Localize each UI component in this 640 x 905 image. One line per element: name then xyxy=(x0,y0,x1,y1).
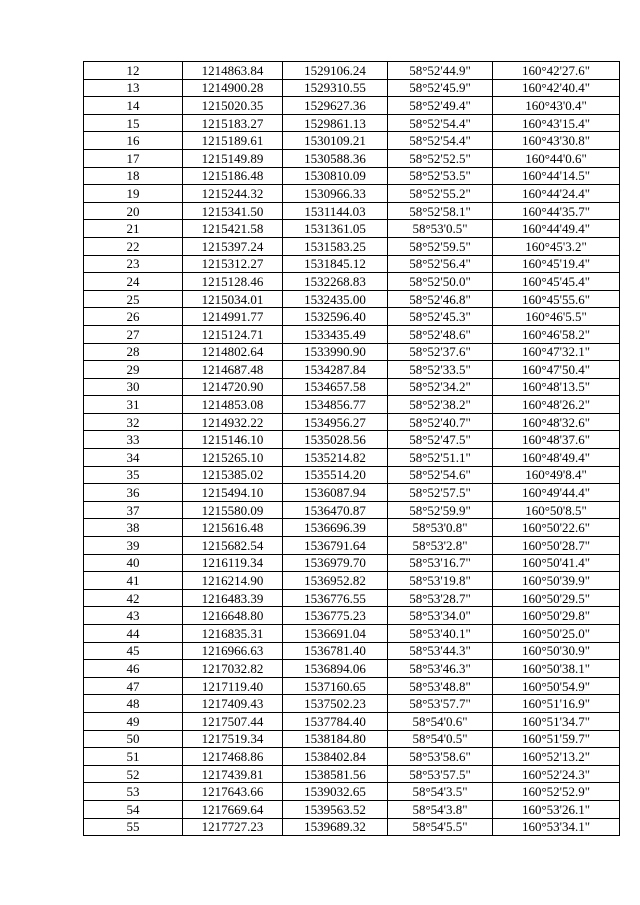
point-number-cell: 18 xyxy=(84,167,183,185)
y-coordinate-cell: 1539563.52 xyxy=(283,800,388,818)
y-coordinate-cell: 1538402.84 xyxy=(283,748,388,766)
latitude-cell: 58°52'51.1" xyxy=(388,449,493,467)
y-coordinate-cell: 1539689.32 xyxy=(283,818,388,836)
latitude-cell: 58°52'45.9" xyxy=(388,79,493,97)
table-row xyxy=(84,132,620,150)
point-number-cell: 52 xyxy=(84,765,183,783)
longitude-cell: 160°51'16.9" xyxy=(493,695,620,713)
point-number-cell: 17 xyxy=(84,149,183,167)
x-coordinate-cell: 1215244.32 xyxy=(183,185,283,203)
x-coordinate-cell: 1214932.22 xyxy=(183,413,283,431)
point-number-cell: 26 xyxy=(84,308,183,326)
x-coordinate-cell: 1214900.28 xyxy=(183,79,283,97)
longitude-cell: 160°51'59.7" xyxy=(493,730,620,748)
x-coordinate-cell: 1215128.46 xyxy=(183,273,283,291)
point-number-cell: 15 xyxy=(84,114,183,132)
table-row xyxy=(84,167,620,185)
x-coordinate-cell: 1215183.27 xyxy=(183,114,283,132)
longitude-cell: 160°49'8.4" xyxy=(493,466,620,484)
x-coordinate-cell: 1215494.10 xyxy=(183,484,283,502)
longitude-cell: 160°50'29.5" xyxy=(493,589,620,607)
table-row xyxy=(84,800,620,818)
point-number-cell: 43 xyxy=(84,607,183,625)
x-coordinate-cell: 1215146.10 xyxy=(183,431,283,449)
x-coordinate-cell: 1217468.86 xyxy=(183,748,283,766)
x-coordinate-cell: 1217507.44 xyxy=(183,712,283,730)
y-coordinate-cell: 1530109.21 xyxy=(283,132,388,150)
point-number-cell: 13 xyxy=(84,79,183,97)
longitude-cell: 160°43'0.4" xyxy=(493,97,620,115)
x-coordinate-cell: 1215616.48 xyxy=(183,519,283,537)
latitude-cell: 58°52'40.7" xyxy=(388,413,493,431)
point-number-cell: 48 xyxy=(84,695,183,713)
point-number-cell: 53 xyxy=(84,783,183,801)
point-number-cell: 16 xyxy=(84,132,183,150)
point-number-cell: 50 xyxy=(84,730,183,748)
point-number-cell: 22 xyxy=(84,237,183,255)
table-row xyxy=(84,114,620,132)
x-coordinate-cell: 1217643.66 xyxy=(183,783,283,801)
y-coordinate-cell: 1537160.65 xyxy=(283,677,388,695)
point-number-cell: 47 xyxy=(84,677,183,695)
longitude-cell: 160°50'38.1" xyxy=(493,660,620,678)
y-coordinate-cell: 1532435.00 xyxy=(283,290,388,308)
point-number-cell: 49 xyxy=(84,712,183,730)
x-coordinate-cell: 1214802.64 xyxy=(183,343,283,361)
x-coordinate-cell: 1214687.48 xyxy=(183,361,283,379)
point-number-cell: 37 xyxy=(84,501,183,519)
longitude-cell: 160°45'19.4" xyxy=(493,255,620,273)
y-coordinate-cell: 1539032.65 xyxy=(283,783,388,801)
point-number-cell: 28 xyxy=(84,343,183,361)
latitude-cell: 58°52'54.6" xyxy=(388,466,493,484)
latitude-cell: 58°53'0.8" xyxy=(388,519,493,537)
y-coordinate-cell: 1536979.70 xyxy=(283,554,388,572)
longitude-cell: 160°50'39.9" xyxy=(493,572,620,590)
y-coordinate-cell: 1536791.64 xyxy=(283,537,388,555)
x-coordinate-cell: 1216966.63 xyxy=(183,642,283,660)
point-number-cell: 40 xyxy=(84,554,183,572)
table-row xyxy=(84,501,620,519)
table-row xyxy=(84,220,620,238)
table-row xyxy=(84,202,620,220)
latitude-cell: 58°53'48.8" xyxy=(388,677,493,695)
point-number-cell: 29 xyxy=(84,361,183,379)
x-coordinate-cell: 1215682.54 xyxy=(183,537,283,555)
latitude-cell: 58°52'59.5" xyxy=(388,237,493,255)
point-number-cell: 34 xyxy=(84,449,183,467)
table-row xyxy=(84,484,620,502)
table-row xyxy=(84,519,620,537)
longitude-cell: 160°50'8.5" xyxy=(493,501,620,519)
latitude-cell: 58°54'3.8" xyxy=(388,800,493,818)
y-coordinate-cell: 1536696.39 xyxy=(283,519,388,537)
latitude-cell: 58°52'47.5" xyxy=(388,431,493,449)
y-coordinate-cell: 1536894.06 xyxy=(283,660,388,678)
longitude-cell: 160°45'55.6" xyxy=(493,290,620,308)
table-row xyxy=(84,660,620,678)
latitude-cell: 58°52'46.8" xyxy=(388,290,493,308)
point-number-cell: 31 xyxy=(84,396,183,414)
point-number-cell: 55 xyxy=(84,818,183,836)
latitude-cell: 58°53'46.3" xyxy=(388,660,493,678)
x-coordinate-cell: 1215149.89 xyxy=(183,149,283,167)
x-coordinate-cell: 1217669.64 xyxy=(183,800,283,818)
y-coordinate-cell: 1529627.36 xyxy=(283,97,388,115)
x-coordinate-cell: 1215341.50 xyxy=(183,202,283,220)
y-coordinate-cell: 1534657.58 xyxy=(283,378,388,396)
x-coordinate-cell: 1217119.40 xyxy=(183,677,283,695)
longitude-cell: 160°42'40.4" xyxy=(493,79,620,97)
y-coordinate-cell: 1536691.04 xyxy=(283,625,388,643)
longitude-cell: 160°48'32.6" xyxy=(493,413,620,431)
latitude-cell: 58°53'40.1" xyxy=(388,625,493,643)
y-coordinate-cell: 1537784.40 xyxy=(283,712,388,730)
latitude-cell: 58°52'54.4" xyxy=(388,114,493,132)
latitude-cell: 58°52'50.0" xyxy=(388,273,493,291)
table-row xyxy=(84,273,620,291)
longitude-cell: 160°53'34.1" xyxy=(493,818,620,836)
y-coordinate-cell: 1535028.56 xyxy=(283,431,388,449)
table-row xyxy=(84,325,620,343)
table-row xyxy=(84,396,620,414)
x-coordinate-cell: 1217439.81 xyxy=(183,765,283,783)
point-number-cell: 20 xyxy=(84,202,183,220)
longitude-cell: 160°50'28.7" xyxy=(493,537,620,555)
x-coordinate-cell: 1216119.34 xyxy=(183,554,283,572)
longitude-cell: 160°49'44.4" xyxy=(493,484,620,502)
table-row xyxy=(84,730,620,748)
longitude-cell: 160°47'50.4" xyxy=(493,361,620,379)
x-coordinate-cell: 1215385.02 xyxy=(183,466,283,484)
table-row xyxy=(84,607,620,625)
longitude-cell: 160°44'0.6" xyxy=(493,149,620,167)
x-coordinate-cell: 1217519.34 xyxy=(183,730,283,748)
latitude-cell: 58°52'34.2" xyxy=(388,378,493,396)
point-number-cell: 14 xyxy=(84,97,183,115)
latitude-cell: 58°53'19.8" xyxy=(388,572,493,590)
y-coordinate-cell: 1530588.36 xyxy=(283,149,388,167)
table-row xyxy=(84,466,620,484)
table-row xyxy=(84,308,620,326)
point-number-cell: 27 xyxy=(84,325,183,343)
longitude-cell: 160°52'52.9" xyxy=(493,783,620,801)
latitude-cell: 58°54'5.5" xyxy=(388,818,493,836)
y-coordinate-cell: 1534956.27 xyxy=(283,413,388,431)
x-coordinate-cell: 1214863.84 xyxy=(183,62,283,80)
y-coordinate-cell: 1538184.80 xyxy=(283,730,388,748)
table-row xyxy=(84,554,620,572)
x-coordinate-cell: 1216648.80 xyxy=(183,607,283,625)
point-number-cell: 36 xyxy=(84,484,183,502)
x-coordinate-cell: 1215186.48 xyxy=(183,167,283,185)
point-number-cell: 23 xyxy=(84,255,183,273)
longitude-cell: 160°50'54.9" xyxy=(493,677,620,695)
latitude-cell: 58°53'58.6" xyxy=(388,748,493,766)
x-coordinate-cell: 1217727.23 xyxy=(183,818,283,836)
latitude-cell: 58°52'33.5" xyxy=(388,361,493,379)
latitude-cell: 58°52'59.9" xyxy=(388,501,493,519)
longitude-cell: 160°50'29.8" xyxy=(493,607,620,625)
table-row xyxy=(84,712,620,730)
table-row xyxy=(84,748,620,766)
y-coordinate-cell: 1529310.55 xyxy=(283,79,388,97)
latitude-cell: 58°53'57.5" xyxy=(388,765,493,783)
y-coordinate-cell: 1536470.87 xyxy=(283,501,388,519)
latitude-cell: 58°54'3.5" xyxy=(388,783,493,801)
latitude-cell: 58°52'56.4" xyxy=(388,255,493,273)
x-coordinate-cell: 1215421.58 xyxy=(183,220,283,238)
latitude-cell: 58°52'58.1" xyxy=(388,202,493,220)
table-row xyxy=(84,62,620,80)
longitude-cell: 160°46'58.2" xyxy=(493,325,620,343)
y-coordinate-cell: 1529106.24 xyxy=(283,62,388,80)
y-coordinate-cell: 1531583.25 xyxy=(283,237,388,255)
point-number-cell: 51 xyxy=(84,748,183,766)
table-row xyxy=(84,625,620,643)
longitude-cell: 160°50'22.6" xyxy=(493,519,620,537)
latitude-cell: 58°53'34.0" xyxy=(388,607,493,625)
point-number-cell: 44 xyxy=(84,625,183,643)
y-coordinate-cell: 1537502.23 xyxy=(283,695,388,713)
y-coordinate-cell: 1538581.56 xyxy=(283,765,388,783)
point-number-cell: 42 xyxy=(84,589,183,607)
longitude-cell: 160°52'24.3" xyxy=(493,765,620,783)
table-row xyxy=(84,765,620,783)
x-coordinate-cell: 1217032.82 xyxy=(183,660,283,678)
longitude-cell: 160°42'27.6" xyxy=(493,62,620,80)
latitude-cell: 58°52'48.6" xyxy=(388,325,493,343)
x-coordinate-cell: 1215124.71 xyxy=(183,325,283,343)
y-coordinate-cell: 1530810.09 xyxy=(283,167,388,185)
x-coordinate-cell: 1214991.77 xyxy=(183,308,283,326)
table-row xyxy=(84,79,620,97)
point-number-cell: 12 xyxy=(84,62,183,80)
longitude-cell: 160°45'3.2" xyxy=(493,237,620,255)
latitude-cell: 58°52'44.9" xyxy=(388,62,493,80)
x-coordinate-cell: 1217409.43 xyxy=(183,695,283,713)
table-row xyxy=(84,185,620,203)
point-number-cell: 33 xyxy=(84,431,183,449)
latitude-cell: 58°52'57.5" xyxy=(388,484,493,502)
x-coordinate-cell: 1216214.90 xyxy=(183,572,283,590)
longitude-cell: 160°47'32.1" xyxy=(493,343,620,361)
table-row xyxy=(84,255,620,273)
x-coordinate-cell: 1215265.10 xyxy=(183,449,283,467)
longitude-cell: 160°48'37.6" xyxy=(493,431,620,449)
x-coordinate-cell: 1215397.24 xyxy=(183,237,283,255)
longitude-cell: 160°44'49.4" xyxy=(493,220,620,238)
latitude-cell: 58°53'2.8" xyxy=(388,537,493,555)
longitude-cell: 160°50'41.4" xyxy=(493,554,620,572)
table-row xyxy=(84,783,620,801)
x-coordinate-cell: 1214720.90 xyxy=(183,378,283,396)
table-row xyxy=(84,572,620,590)
longitude-cell: 160°50'30.9" xyxy=(493,642,620,660)
latitude-cell: 58°52'49.4" xyxy=(388,97,493,115)
y-coordinate-cell: 1536776.55 xyxy=(283,589,388,607)
x-coordinate-cell: 1215020.35 xyxy=(183,97,283,115)
y-coordinate-cell: 1533435.49 xyxy=(283,325,388,343)
point-number-cell: 35 xyxy=(84,466,183,484)
y-coordinate-cell: 1535514.20 xyxy=(283,466,388,484)
longitude-cell: 160°45'45.4" xyxy=(493,273,620,291)
longitude-cell: 160°43'15.4" xyxy=(493,114,620,132)
latitude-cell: 58°52'52.5" xyxy=(388,149,493,167)
longitude-cell: 160°46'5.5" xyxy=(493,308,620,326)
longitude-cell: 160°53'26.1" xyxy=(493,800,620,818)
y-coordinate-cell: 1536781.40 xyxy=(283,642,388,660)
point-number-cell: 30 xyxy=(84,378,183,396)
table-row xyxy=(84,449,620,467)
x-coordinate-cell: 1216835.31 xyxy=(183,625,283,643)
longitude-cell: 160°48'26.2" xyxy=(493,396,620,414)
y-coordinate-cell: 1531144.03 xyxy=(283,202,388,220)
y-coordinate-cell: 1532268.83 xyxy=(283,273,388,291)
longitude-cell: 160°44'24.4" xyxy=(493,185,620,203)
longitude-cell: 160°48'49.4" xyxy=(493,449,620,467)
y-coordinate-cell: 1536775.23 xyxy=(283,607,388,625)
latitude-cell: 58°53'0.5" xyxy=(388,220,493,238)
x-coordinate-cell: 1215312.27 xyxy=(183,255,283,273)
point-number-cell: 45 xyxy=(84,642,183,660)
latitude-cell: 58°53'28.7" xyxy=(388,589,493,607)
coordinates-table-body xyxy=(84,62,620,836)
table-row xyxy=(84,290,620,308)
table-row xyxy=(84,695,620,713)
point-number-cell: 46 xyxy=(84,660,183,678)
longitude-cell: 160°44'35.7" xyxy=(493,202,620,220)
latitude-cell: 58°52'45.3" xyxy=(388,308,493,326)
latitude-cell: 58°54'0.6" xyxy=(388,712,493,730)
point-number-cell: 39 xyxy=(84,537,183,555)
x-coordinate-cell: 1215189.61 xyxy=(183,132,283,150)
y-coordinate-cell: 1533990.90 xyxy=(283,343,388,361)
longitude-cell: 160°44'14.5" xyxy=(493,167,620,185)
point-number-cell: 32 xyxy=(84,413,183,431)
y-coordinate-cell: 1536952.82 xyxy=(283,572,388,590)
table-row xyxy=(84,537,620,555)
point-number-cell: 41 xyxy=(84,572,183,590)
latitude-cell: 58°52'37.6" xyxy=(388,343,493,361)
table-row xyxy=(84,343,620,361)
point-number-cell: 38 xyxy=(84,519,183,537)
table-row xyxy=(84,97,620,115)
x-coordinate-cell: 1215580.09 xyxy=(183,501,283,519)
table-row xyxy=(84,149,620,167)
y-coordinate-cell: 1530966.33 xyxy=(283,185,388,203)
latitude-cell: 58°53'57.7" xyxy=(388,695,493,713)
y-coordinate-cell: 1532596.40 xyxy=(283,308,388,326)
y-coordinate-cell: 1536087.94 xyxy=(283,484,388,502)
latitude-cell: 58°53'16.7" xyxy=(388,554,493,572)
longitude-cell: 160°48'13.5" xyxy=(493,378,620,396)
longitude-cell: 160°51'34.7" xyxy=(493,712,620,730)
point-number-cell: 54 xyxy=(84,800,183,818)
table-row xyxy=(84,677,620,695)
table-row xyxy=(84,413,620,431)
x-coordinate-cell: 1216483.39 xyxy=(183,589,283,607)
longitude-cell: 160°52'13.2" xyxy=(493,748,620,766)
latitude-cell: 58°53'44.3" xyxy=(388,642,493,660)
longitude-cell: 160°50'25.0" xyxy=(493,625,620,643)
table-row xyxy=(84,361,620,379)
latitude-cell: 58°52'55.2" xyxy=(388,185,493,203)
y-coordinate-cell: 1529861.13 xyxy=(283,114,388,132)
y-coordinate-cell: 1534856.77 xyxy=(283,396,388,414)
table-row xyxy=(84,431,620,449)
latitude-cell: 58°52'53.5" xyxy=(388,167,493,185)
table-row xyxy=(84,642,620,660)
table-row xyxy=(84,818,620,836)
point-number-cell: 19 xyxy=(84,185,183,203)
x-coordinate-cell: 1214853.08 xyxy=(183,396,283,414)
point-number-cell: 21 xyxy=(84,220,183,238)
table-row xyxy=(84,237,620,255)
y-coordinate-cell: 1531361.05 xyxy=(283,220,388,238)
x-coordinate-cell: 1215034.01 xyxy=(183,290,283,308)
longitude-cell: 160°43'30.8" xyxy=(493,132,620,150)
y-coordinate-cell: 1531845.12 xyxy=(283,255,388,273)
point-number-cell: 24 xyxy=(84,273,183,291)
latitude-cell: 58°52'38.2" xyxy=(388,396,493,414)
y-coordinate-cell: 1535214.82 xyxy=(283,449,388,467)
table-row xyxy=(84,378,620,396)
latitude-cell: 58°54'0.5" xyxy=(388,730,493,748)
table-row xyxy=(84,589,620,607)
y-coordinate-cell: 1534287.84 xyxy=(283,361,388,379)
point-number-cell: 25 xyxy=(84,290,183,308)
coordinates-table xyxy=(83,61,620,836)
latitude-cell: 58°52'54.4" xyxy=(388,132,493,150)
